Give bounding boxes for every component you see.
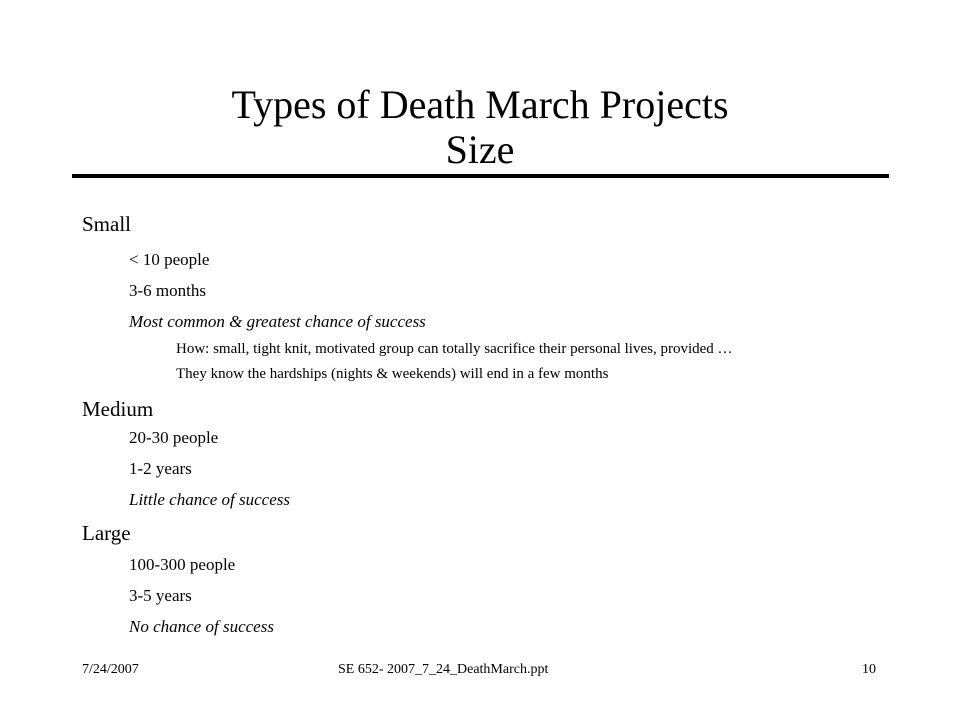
title-divider xyxy=(72,174,889,178)
small-subpoint-hardships: They know the hardships (nights & weekends) will end in a few months xyxy=(176,366,609,382)
section-heading-medium: Medium xyxy=(82,397,154,421)
large-point-success: No chance of success xyxy=(129,617,274,636)
footer-date: 7/24/2007 xyxy=(82,662,139,677)
small-subpoint-how: How: small, tight knit, motivated group can totally sacrifice their personal lives, provided … xyxy=(176,341,733,357)
medium-point-duration: 1-2 years xyxy=(129,459,192,478)
footer-page-number: 10 xyxy=(862,662,876,677)
small-point-success: Most common & greatest chance of success xyxy=(129,312,426,331)
section-heading-large: Large xyxy=(82,521,131,545)
slide-title-line-2: Size xyxy=(445,127,515,172)
slide-title-line-1: Types of Death March Projects xyxy=(231,82,729,127)
large-point-size: 100-300 people xyxy=(129,555,236,574)
small-point-size: < 10 people xyxy=(129,250,210,269)
large-point-duration: 3-5 years xyxy=(129,586,192,605)
medium-point-size: 20-30 people xyxy=(129,428,219,447)
small-point-duration: 3-6 months xyxy=(129,281,206,300)
section-heading-small: Small xyxy=(82,212,132,236)
medium-point-success: Little chance of success xyxy=(129,490,290,509)
footer-filename: SE 652- 2007_7_24_DeathMarch.ppt xyxy=(338,662,549,677)
slide-title xyxy=(0,82,960,172)
